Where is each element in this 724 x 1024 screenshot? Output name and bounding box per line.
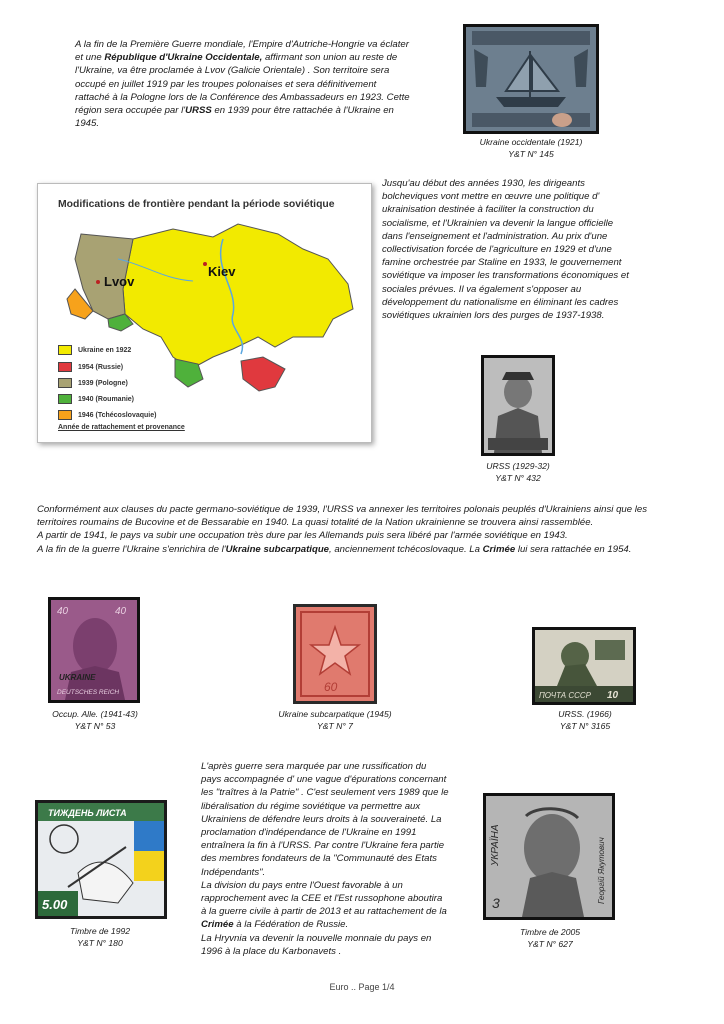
portrait-2005-stamp-image (486, 796, 612, 917)
stamp-1-caption (440, 136, 622, 160)
postwar-bold-crimee: Crimée (201, 919, 234, 931)
legend-label: 1940 (Roumanie) (78, 395, 135, 403)
postwar-text-1: L'après guerre sera marquée par une russification du pays accompagnée d' une vague d'épurations concernant les "traîtres à la Patrie" . C'est seulement vers 1989 que le libéralisation du régime soviétique va permettre aux Ukrainiens de défendre leurs droits à la souveraineté. La proclamation d'indépendance de l'Ukraine en 1991 entraînera la fin à l'URSS. Par contre l'Ukraine fera partie des membres fondateurs de la "Communauté des Etats Indépendants". (201, 761, 449, 878)
stamp-5-title: URSS. (1966) (558, 709, 612, 719)
portrait-stamp-image (51, 600, 137, 700)
stamp-7-country: УКРАЇНА (490, 824, 501, 866)
soldier-stamp-image (484, 358, 552, 453)
map-city-lvov: Lvov (104, 274, 135, 289)
map-territory-shapes (63, 219, 363, 404)
stamp-5-value: 10 (607, 690, 619, 701)
map-city-kiev: Kiev (208, 264, 236, 279)
stamp-7-ref: Y&T N° 627 (527, 939, 573, 949)
legend-1954-russia (58, 362, 123, 372)
stamp-3-title: Occup. Alle. (1941-43) (52, 709, 138, 719)
legend-swatch-orange (58, 410, 72, 420)
postwar-text-2a: La division du pays entre l'Ouest favorable à un rapprochement avec la CEE et l'Est russophone aboutira à la guerre civile à partir de 2013 et au rattachement de la (201, 879, 447, 918)
intro-text-1: A la fin de la Première Guerre mondiale, l'Empire d'Autriche-Hongrie va éclater et une (75, 39, 409, 64)
legend-1940-romania (58, 394, 134, 404)
stamp-2-ref: Y&T N° 432 (495, 473, 541, 483)
stamp-6-value: 5.00 (42, 897, 68, 912)
ukraine-border-map (37, 183, 372, 443)
stamp-ukraine-1921 (463, 24, 599, 134)
ww2-text-2: A partir de 1941, le pays va subir une occupation très dure par les Allemands puis sera libéré par l'armée soviétique en 1943. (37, 530, 568, 542)
stamp-3-caption (20, 708, 170, 732)
legend-swatch-olive (58, 378, 72, 388)
page-footer: Euro .. Page 1/4 (329, 982, 395, 992)
ww2-bold-subcarpatique: Ukraine subcarpatique (225, 543, 330, 555)
intro-bold-urss: URSS (185, 105, 212, 117)
ww2-text-3e: lui sera rattachée en 1954. (515, 543, 632, 555)
stamp-5-caption (505, 708, 665, 732)
stamp-3-value-right: 40 (115, 606, 127, 617)
stamp-subcarpatique (293, 604, 377, 704)
intro-bold-republic: République d'Ukraine Occidentale, (104, 52, 263, 64)
postwar-text-2 (201, 879, 449, 932)
legend-swatch-green (58, 394, 72, 404)
postwar-text-3: La Hryvnia va devenir la nouvelle monnaie du pays en 1996 à la place du Karbonavets . (201, 932, 432, 957)
stamp-1-ref: Y&T N° 145 (508, 149, 554, 159)
legend-swatch-yellow (58, 345, 72, 355)
legend-label: Ukraine en 1922 (78, 346, 132, 354)
stamp-5-bottom: ПОЧТА СССР (539, 691, 591, 700)
ww2-text-3a: A la fin de la guerre l'Ukraine s'enrichira de l' (37, 543, 226, 555)
stamp-6-title: Timbre de 1992 (69, 926, 131, 936)
stamp-4-ref: Y&T N° 7 (317, 721, 353, 731)
ww2-paragraph (37, 503, 647, 556)
stamp-5-ref: Y&T N° 3165 (559, 721, 611, 731)
soldier-stamp-1966-image (535, 630, 633, 702)
stamp-urss-1929 (481, 355, 555, 456)
stamp-2005 (483, 793, 615, 920)
intro-text-2: affirmant son union au reste de l'Ukraine, va être proclamée à Lvov (Galicie Orientale) . Son territoire sera occupé en juillet 1919 par les troupes polonaises et sera définitivement rattaché à la Pologne lors de la Conférence des Ambassadeurs en 1923. Cette région sera occupée par l' (75, 52, 410, 117)
stamp-7-name: Георгій Якутович (597, 837, 606, 904)
stamp-occup-alle (48, 597, 140, 703)
legend-label: 1946 (Tchécoslovaquie) (78, 411, 157, 419)
stamp-7-value: 3 (492, 895, 500, 911)
stamp-urss-1966 (532, 627, 636, 705)
stamp-6-ref: Y&T N° 180 (77, 938, 123, 948)
map-title: Modifications de frontière pendant la période soviétique (58, 199, 335, 210)
stamp-1-title: Ukraine occidentale (1921) (479, 137, 583, 147)
stamp-6-caption (30, 925, 170, 949)
ww2-text-3c: , anciennement tchécoslovaque. La (329, 543, 483, 555)
intro-paragraph (75, 38, 410, 130)
stamp-7-title: Timbre de 2005 (519, 927, 581, 937)
letter-week-stamp-image (38, 803, 164, 916)
stamp-1992 (35, 800, 167, 919)
stamp-4-value: 60 (324, 680, 338, 694)
legend-1939-poland (58, 378, 128, 388)
intro-text-3: en 1939 pour être rattachée à l'Ukraine en 1945. (75, 105, 394, 130)
legend-ukraine-1922 (58, 345, 131, 355)
soviet-paragraph: Jusqu'au début des années 1930, les dirigeants bolcheviques vont mettre en œuvre une politique d' ukrainisation destinée à faciliter la construction du socialisme, et l'Ukrainien va devenir la langue officielle dans l'enseignement et l'administration. Au prix d'une collectivisation forcée de l'agriculture en 1929 et d'une famine orchestrée par Staline en 1933, le gouvernement soviétique va imposer les transformations économiques et sociales prévues. Il va également s'opposer au développement du nationalisme en éliminant les cadres soviétiques ukrainien lors des purges de 1937-1938. (382, 178, 629, 322)
stamp-2-title: URSS (1929-32) (486, 461, 550, 471)
ship-stamp-image (466, 27, 596, 131)
ww2-bold-crimee: Crimée (482, 543, 516, 555)
map-source-note: Année de rattachement et provenance (58, 424, 185, 431)
stamp-3-bottom-text: DEUTSCHES REICH (57, 689, 120, 696)
stamp-6-header: ТИЖДЕНЬ ЛИСТА (48, 808, 127, 818)
ww2-text-3 (37, 543, 647, 556)
stamp-3-ref: Y&T N° 53 (74, 721, 116, 731)
star-stamp-image (296, 607, 374, 701)
legend-swatch-red (58, 362, 72, 372)
stamp-4-caption (250, 708, 420, 732)
legend-1946-czech (58, 410, 156, 420)
stamp-2-caption (430, 460, 606, 484)
stamp-3-overprint: UKRAINE (59, 673, 96, 682)
legend-label: 1939 (Pologne) (78, 379, 128, 387)
postwar-paragraph (201, 760, 449, 958)
postwar-text-2c: à la Fédération de Russie. (233, 919, 349, 931)
stamp-7-caption (480, 926, 620, 950)
stamp-4-title: Ukraine subcarpatique (1945) (278, 709, 392, 719)
ww2-text-1: Conformément aux clauses du pacte germano-soviétique de 1939, l'URSS va annexer les territoires polonais peuplés d'Ukrainiens ainsi que les territoires roumains de Bucovine et de Bessarabie en 1940. La quasi totalité de la Nation ukrainienne se trouvera ainsi rassemblée. (37, 504, 648, 529)
stamp-3-value-left: 40 (57, 606, 69, 617)
legend-label: 1954 (Russie) (78, 363, 124, 371)
